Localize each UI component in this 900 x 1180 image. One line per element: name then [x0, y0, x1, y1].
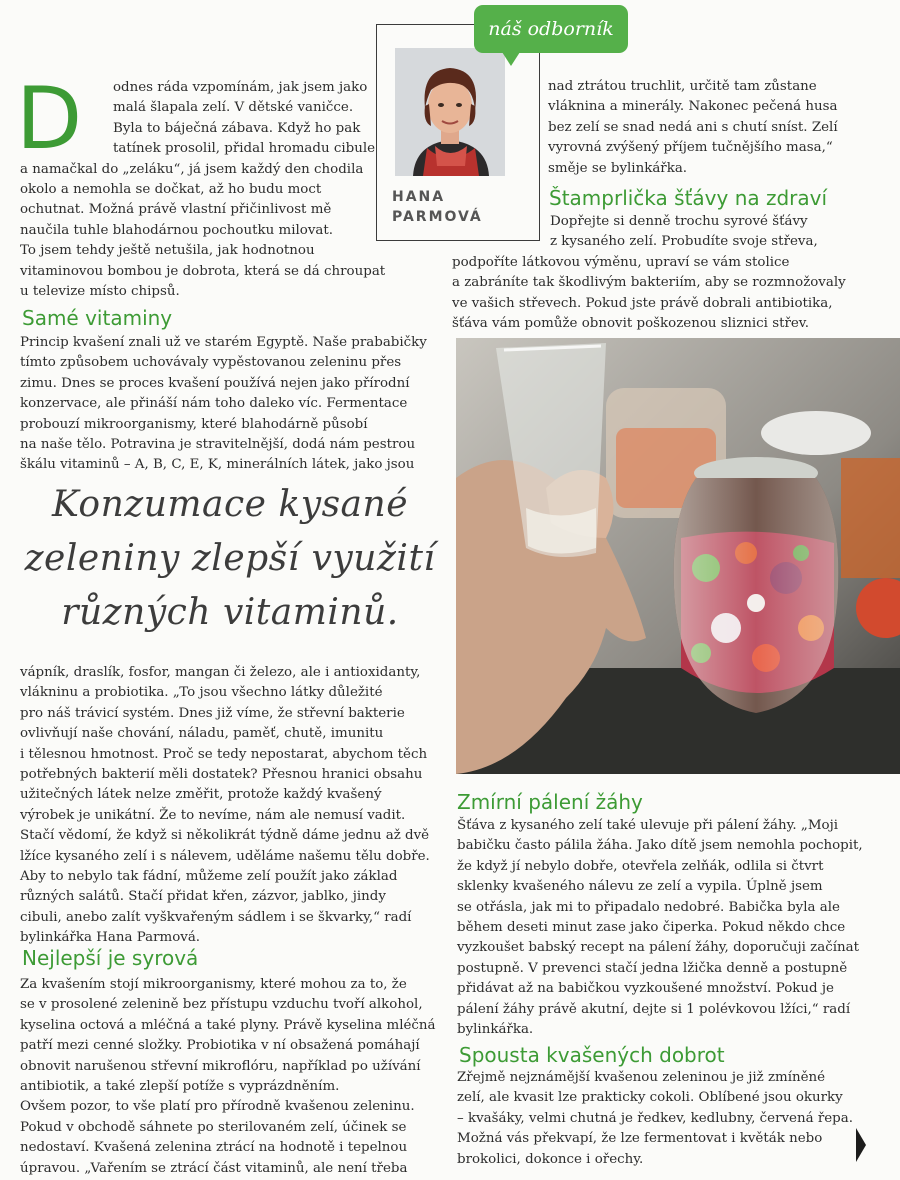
text-line: ochutnat. Možná právě vlastní přičinlivost mě: [20, 202, 332, 218]
text-line: nad ztrátou truchlit, určitě tam zůstane: [548, 79, 817, 94]
text-line: postupně. V prevenci stačí jedna lžička denně a postupně: [457, 960, 848, 976]
heading-nejlepsi-je-syrova: Nejlepší je syrová: [22, 946, 199, 970]
text-line: tímto způsobem uchovávaly vypěstovanou zeleninu přes: [20, 355, 402, 371]
text-line: vápník, draslík, fosfor, mangan či železo, ale i antioxidanty,: [20, 665, 421, 680]
text-line: vlákninu a probiotika. „To jsou všechno látky důležité: [20, 685, 383, 701]
right-top-paragraph: [548, 77, 838, 179]
portrait-illustration: [395, 48, 505, 176]
expert-first-name: HANA: [392, 189, 446, 205]
text-line: z kysaného zelí. Probudíte svoje střeva,: [550, 234, 818, 250]
text-line: šťáva vám pomůže obnovit poškozenou sliznici střev.: [452, 316, 810, 332]
quote-line: Konzumace kysané: [51, 484, 409, 525]
text-line: potřebných bakterií měli dostatek? Přesnou hranici obsahu: [20, 767, 423, 783]
dobroty-paragraph: [457, 1068, 853, 1170]
text-line: Aby to nebylo tak fádní, můžeme zelí použít jako základ: [20, 869, 398, 885]
text-line: bylinkářka Hana Parmová.: [20, 930, 201, 946]
text-line: probouzí mikroorganismy, které blahodárně působí: [20, 416, 368, 432]
text-line: obnovit narušenou střevní mikroflóru, například po užívání: [20, 1058, 421, 1074]
text-line: Pokud v obchodě sáhnete po sterilovaném zelí, účinek se: [20, 1119, 407, 1135]
heading-zmirni-paleni-zahy: Zmírní pálení žáhy: [457, 790, 643, 814]
text-line: lžíce kysaného zelí i s nálevem, uděláme našemu tělu dobře.: [20, 848, 430, 864]
text-line: vitaminovou bombou je dobrota, která se dá chroupat: [20, 263, 386, 279]
text-line: a namačkal do „zeláku“, já jsem každý den chodila: [20, 161, 364, 177]
text-line: kyselina octová a mléčná a také plyny. Právě kyselina mléčná: [20, 1017, 436, 1033]
paleni-paragraph: [457, 816, 863, 1040]
text-line: Zřejmě nejznámější kvašenou zeleninou je již zmíněné: [457, 1070, 826, 1085]
text-line: antibiotik, a také zlepší potíže s vyprázdněním.: [20, 1079, 340, 1095]
intro-paragraph: [20, 78, 385, 302]
text-line: Dopřejte si denně trochu syrové šťávy: [550, 214, 808, 229]
text-line: Ovšem pozor, to vše platí pro přírodně kvašenou zeleninu.: [20, 1099, 415, 1115]
expert-portrait: [395, 48, 505, 176]
text-line: Princip kvašení znali už ve starém Egyptě. Naše prababičky: [20, 335, 427, 350]
text-line: okolo a nemohla se dočkat, až ho budu moct: [20, 182, 322, 198]
text-line: přidávat až na babičkou vyzkoušené množství. Pokud je: [457, 981, 834, 997]
text-line: na naše tělo. Potravina je stravitelnější, dodá nám pestrou: [20, 437, 416, 453]
text-line: konzervace, ale přináší nám toho daleko víc. Fermentace: [20, 396, 408, 412]
text-line: užitečných látek nelze změřit, protože každý kvašený: [20, 787, 382, 803]
text-line: i tělesnou hmotnost. Proč se tedy nepostarat, abychom těch: [20, 746, 428, 762]
text-line: bylinkářka.: [457, 1022, 534, 1038]
text-line: Za kvašením stojí mikroorganismy, které mohou za to, že: [20, 977, 407, 992]
expert-tag-tail: [502, 52, 520, 66]
text-line: tatínek prosolil, přidal hromadu cibule: [113, 141, 376, 157]
text-line: bez zelí se snad nedá ani s chutí sníst. Zelí: [548, 119, 838, 135]
text-line: ve vašich střevech. Pokud jste právě dobrali antibiotika,: [452, 295, 833, 311]
quote-line: zeleniny zlepší využití: [24, 538, 436, 579]
text-line: odnes ráda vzpomínám, jak jsem jako: [113, 80, 368, 95]
text-line: úpravou. „Vařením se ztrácí část vitaminů, ale není třeba: [20, 1160, 408, 1176]
text-line: brokolici, dokonce i ořechy.: [457, 1151, 644, 1167]
text-line: během deseti minut zase jako čiperka. Pokud někdo chce: [457, 920, 846, 936]
text-line: zimu. Dnes se proces kvašení používá nejen jako přírodní: [20, 375, 410, 391]
text-line: naučila tuhle blahodárnou pochoutku milovat.: [20, 222, 334, 238]
text-line: pálení žáhy právě akutní, dejte si 1 polévkovou lžíci,“ radí: [457, 1001, 851, 1017]
drop-cap: D: [16, 69, 83, 169]
text-line: sklenky kvašeného nálevu ze zelí a vypila. Úplně jsem: [457, 879, 823, 895]
text-line: Stačí vědomí, že když si několikrát týdně dáme jednu až dvě: [20, 828, 430, 844]
vitaminy-continued-paragraph: [20, 663, 430, 949]
fermented-vegetables-photo: [456, 338, 900, 774]
next-page-arrow-icon: [856, 1128, 866, 1162]
text-line: a zabráníte tak škodlivým bakteriím, aby se rozmnožovaly: [452, 275, 846, 291]
expert-last-name: PARMOVÁ: [392, 209, 483, 225]
text-line: vyzkoušet babský recept na pálení žáhy, doporučuji začínat: [457, 940, 859, 956]
text-line: škálu vitaminů – A, B, C, E, K, minerálních látek, jako jsou: [20, 457, 415, 473]
text-line: Byla to báječná zábava. Když ho pak: [113, 120, 361, 136]
text-line: výrobek je unikátní. Že to nevíme, nám ale nemusí vadit.: [20, 807, 406, 823]
text-line: nedostaví. Kvašená zelenina ztrácí na hodnotě i tepelnou: [20, 1140, 408, 1156]
vitaminy-paragraph: [20, 333, 427, 476]
text-line: směje se bylinkářka.: [548, 160, 688, 176]
stamprlicka-paragraph: [452, 212, 846, 334]
text-line: malá šlapala zelí. V dětské vaničce.: [113, 100, 354, 116]
text-line: babičku často pálila žáha. Jako dítě jsem nemohla pochopit,: [457, 838, 863, 854]
text-line: vláknina a minerály. Nakonec pečená husa: [548, 99, 838, 115]
heading-same-vitaminy: Samé vitaminy: [22, 306, 173, 330]
photo-illustration: [456, 338, 900, 774]
syrova-paragraph: [20, 975, 436, 1179]
heading-stamprlicka: Štamprlička šťávy na zdraví: [549, 186, 828, 210]
text-line: patří mezi cenné složky. Probiotika v ní obsažená pomáhají: [20, 1038, 420, 1054]
text-line: Šťáva z kysaného zelí také ulevuje při pálení žáhy. „Moji: [457, 818, 839, 833]
text-line: u televize místo chipsů.: [20, 284, 180, 300]
text-line: ovlivňují naše chování, náladu, paměť, chutě, imunitu: [20, 726, 384, 742]
text-line: cibuli, anebo zalít vyškvařeným sádlem i se škvarky,“ radí: [20, 909, 412, 925]
heading-spousta-kvasenych-dobrot: Spousta kvašených dobrot: [459, 1043, 725, 1067]
text-line: podpoříte látkovou výměnu, upraví se vám stolice: [452, 254, 790, 270]
text-line: pro náš trávicí systém. Dnes již víme, že střevní bakterie: [20, 705, 405, 721]
text-line: To jsem tehdy ještě netušila, jak hodnotnou: [20, 243, 315, 259]
text-line: se v prosolené zelenině bez přístupu vzduchu tvoří alkohol,: [20, 997, 423, 1013]
text-line: zelí, ale kvasit lze prakticky cokoli. Oblíbené jsou okurky: [457, 1090, 843, 1106]
text-line: Možná vás překvapí, že lze fermentovat i květák nebo: [457, 1131, 823, 1147]
text-line: – kvašáky, velmi chutná je ředkev, kedlubny, červená řepa.: [457, 1110, 853, 1126]
pull-quote: [20, 478, 440, 640]
expert-tag: náš odborník: [474, 5, 628, 53]
text-line: vyrovná zvýšený příjem tučnějšího masa,“: [548, 140, 833, 156]
text-line: že když jí nebylo dobře, otevřela zelňák, odlila si čtvrt: [457, 858, 824, 874]
quote-line: různých vitaminů.: [61, 592, 399, 633]
text-line: různých salátů. Stačí přidat křen, zázvor, jablko, jindy: [20, 889, 386, 905]
text-line: se otřásla, jak mi to připadalo nedobré. Babička byla ale: [457, 899, 840, 915]
